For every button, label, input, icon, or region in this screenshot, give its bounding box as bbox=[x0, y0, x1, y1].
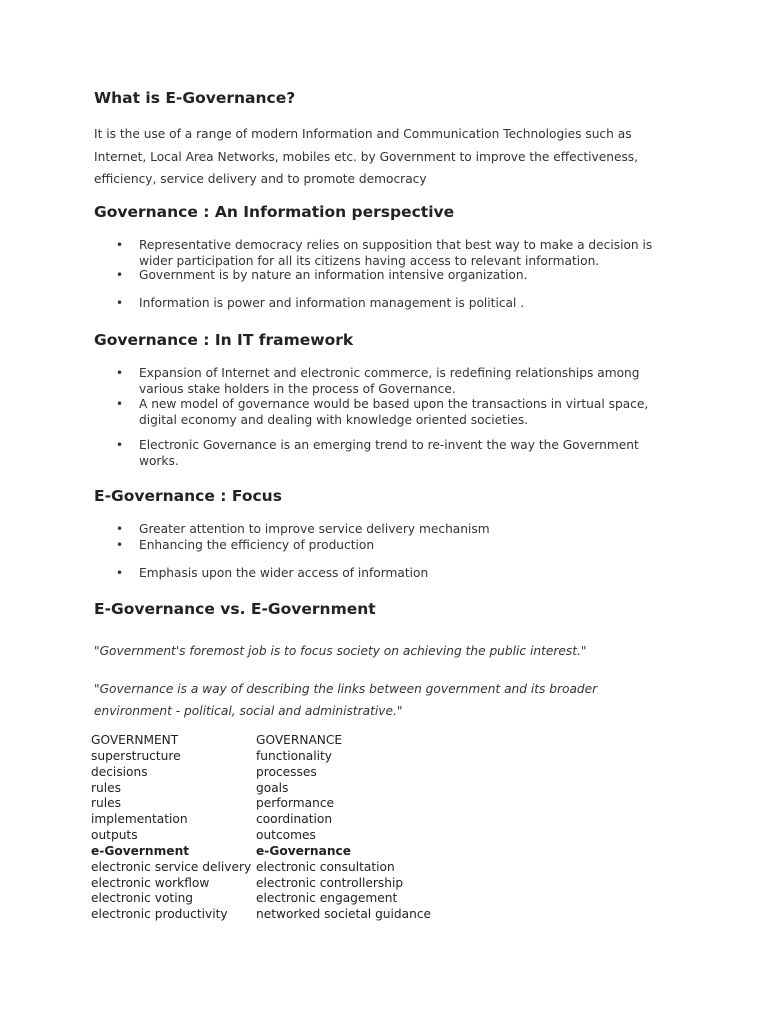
intro-paragraph: It is the use of a range of modern Information and Communication Technologies such as Internet, Local Area Networks, mobiles etc. by Government to improve the effectiveness, efficiency, service delivery and to promote democracy bbox=[94, 127, 639, 186]
table-cell: electronic voting bbox=[91, 891, 194, 906]
quote-governance: "Governance is a way of describing the links between government and its broader environment - political, social and administrative." bbox=[94, 682, 598, 718]
table-cell: outputs bbox=[91, 828, 138, 843]
bullet-icon: • bbox=[116, 438, 124, 452]
quote-government: "Government's foremost job is to focus society on achieving the public interest." bbox=[94, 644, 587, 658]
table-cell: GOVERNANCE bbox=[256, 733, 343, 747]
list-item bbox=[94, 268, 669, 284]
heading-egovernance-focus: E-Governance : Focus bbox=[94, 487, 282, 505]
list-item-text: Greater attention to improve service delivery mechanism bbox=[139, 522, 490, 536]
table-cell: superstructure bbox=[91, 748, 181, 763]
list-item-text: Electronic Governance is an emerging trend to re-invent the way the Government works. bbox=[139, 438, 639, 468]
list-item bbox=[94, 366, 669, 397]
table-cell: processes bbox=[256, 764, 317, 779]
table-cell: electronic service delivery bbox=[91, 859, 252, 874]
bullet-icon: • bbox=[116, 238, 124, 252]
bullet-icon: • bbox=[116, 268, 124, 282]
list-item-text: Government is by nature an information intensive organization. bbox=[139, 268, 528, 282]
table-cell: electronic productivity bbox=[91, 907, 228, 922]
bullet-icon: • bbox=[116, 522, 124, 536]
list-item bbox=[94, 566, 669, 582]
table-cell: functionality bbox=[256, 748, 333, 763]
list-item bbox=[94, 522, 669, 538]
bullet-icon: • bbox=[116, 566, 124, 580]
heading-it-framework: Governance : In IT framework bbox=[94, 331, 354, 349]
list-item-text: Expansion of Internet and electronic commerce, is redefining relationships among various stake holders in the process of Governance. bbox=[139, 366, 640, 396]
list-item-text: Information is power and information management is political . bbox=[139, 296, 525, 310]
list-item bbox=[94, 397, 669, 428]
list-item bbox=[94, 238, 669, 269]
bullet-icon: • bbox=[116, 296, 124, 310]
table-cell: implementation bbox=[91, 812, 188, 827]
table-cell: goals bbox=[256, 780, 289, 795]
list-item-text: Emphasis upon the wider access of information bbox=[139, 566, 429, 580]
table-cell: outcomes bbox=[256, 828, 316, 843]
table-cell: rules bbox=[91, 780, 121, 795]
heading-egovernance-vs-egovernment: E-Governance vs. E-Government bbox=[94, 600, 376, 618]
list-item bbox=[94, 538, 669, 554]
table-cell: coordination bbox=[256, 812, 333, 827]
list-item-text: Enhancing the efficiency of production bbox=[139, 538, 375, 552]
heading-information-perspective: Governance : An Information perspective bbox=[94, 203, 455, 221]
table-cell: networked societal guidance bbox=[256, 907, 432, 922]
table-cell: rules bbox=[91, 796, 121, 811]
list-item bbox=[94, 296, 669, 312]
table-cell: electronic engagement bbox=[256, 891, 398, 906]
table-cell: e-Government bbox=[91, 843, 190, 858]
table-cell: performance bbox=[256, 796, 335, 811]
bullet-icon: • bbox=[116, 397, 124, 411]
heading-what-is-egovernance: What is E-Governance? bbox=[94, 89, 296, 107]
bullet-icon: • bbox=[116, 538, 124, 552]
table-cell: GOVERNMENT bbox=[91, 733, 179, 747]
table-cell: electronic consultation bbox=[256, 859, 395, 874]
bullet-icon: • bbox=[116, 366, 124, 380]
table-cell: e-Governance bbox=[256, 843, 351, 858]
list-item-text: A new model of governance would be based upon the transactions in virtual space, digital economy and dealing with knowledge oriented societies. bbox=[139, 397, 649, 427]
table-cell: electronic controllership bbox=[256, 875, 404, 890]
table-cell: decisions bbox=[91, 764, 148, 779]
table-cell: electronic workflow bbox=[91, 875, 210, 890]
list-item-text: Representative democracy relies on supposition that best way to make a decision is wider participation for all its citizens having access to relevant information. bbox=[139, 238, 653, 268]
list-item bbox=[94, 438, 669, 469]
